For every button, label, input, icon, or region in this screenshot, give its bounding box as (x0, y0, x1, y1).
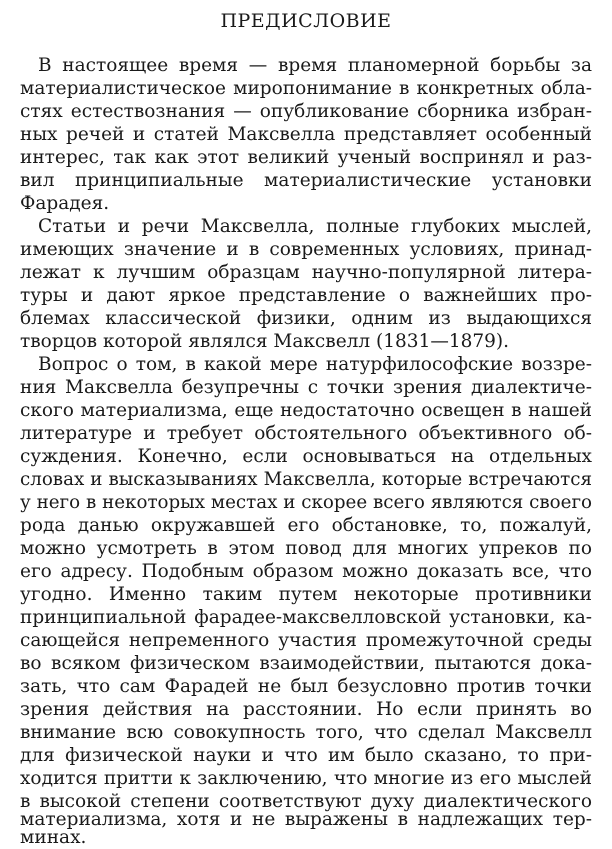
text-line: принципиальной фарадее-максвелловской установки, ка- (20, 607, 592, 628)
text-line: творцов которой являлся Максвелл (1831—1879). (20, 331, 510, 352)
text-line: зрения действия на расстоянии. Но если принять во (20, 699, 592, 720)
text-line: суждения. Конечно, если основываться на отдельных (20, 446, 592, 467)
text-line: литературе и требует обстоятельного объективного об- (20, 423, 592, 444)
text-line: для физической науки и что им было сказано, то при- (20, 745, 592, 766)
text-line: стях естествознания — опубликование сборника избран- (20, 101, 592, 122)
text-line: минах. (20, 827, 87, 848)
text-line: интерес, так как этот великий ученый воспринял и раз- (20, 147, 592, 168)
text-line: у него в некоторых местах и скорее всего являются своего (20, 492, 592, 513)
text-line: Статьи и речи Максвелла, полные глубоких мыслей, (38, 216, 592, 237)
text-line: материализма, хотя и не выражены в надлежащих тер- (20, 809, 592, 830)
text-line: Фарадея. (20, 193, 110, 214)
text-line: в высокой степени соответствуют духу диалектического (20, 791, 592, 812)
text-line: имеющих значение и в современных условиях, принад- (20, 239, 592, 260)
text-line: ния Максвелла безупречны с точки зрения диалектиче- (20, 377, 592, 398)
text-line: лежат к лучшим образцам научно-популярной литера- (20, 262, 592, 283)
text-line: словах и высказываниях Максвелла, которые встречаются (20, 469, 592, 490)
text-line: материалистическое миропонимание в конкретных обла- (20, 78, 592, 99)
text-line: блемах классической физики, одним из выдающихся (20, 308, 592, 329)
text-line: ского материализма, еще недостаточно освещен в нашей (20, 400, 592, 421)
text-line: ных речей и статей Максвелла представляет особенный (20, 124, 592, 145)
text-line: его адресу. Подобным образом можно доказать все, что (20, 561, 592, 582)
text-line: ходится притти к заключению, что многие из его мыслей (20, 768, 592, 789)
text-line: зать, что сам Фарадей не был безусловно против точки (20, 676, 592, 697)
text-line: туры и дают яркое представление о важнейших про- (20, 285, 592, 306)
text-line: сающейся непременного участия промежуточной среды (20, 630, 592, 651)
text-line: В настоящее время — время планомерной борьбы за (38, 55, 592, 76)
text-line: угодно. Именно таким путем некоторые противники (20, 584, 592, 605)
text-line: внимание всю совокупность того, что сделал Максвелл (20, 722, 592, 743)
text-line: вил принципиальные материалистические установки (20, 170, 592, 191)
text-line: можно усмотреть в этом повод для многих упреков по (20, 538, 592, 559)
text-line: рода данью окружавшей его обстановке, то, пожалуй, (20, 515, 592, 536)
page-title: ПРЕДИСЛОВИЕ (220, 10, 392, 32)
text-line: во всяком физическом взаимодействии, пытаются дока- (20, 653, 592, 674)
text-line: Вопрос о том, в какой мере натурфилософские воззре- (38, 354, 592, 375)
